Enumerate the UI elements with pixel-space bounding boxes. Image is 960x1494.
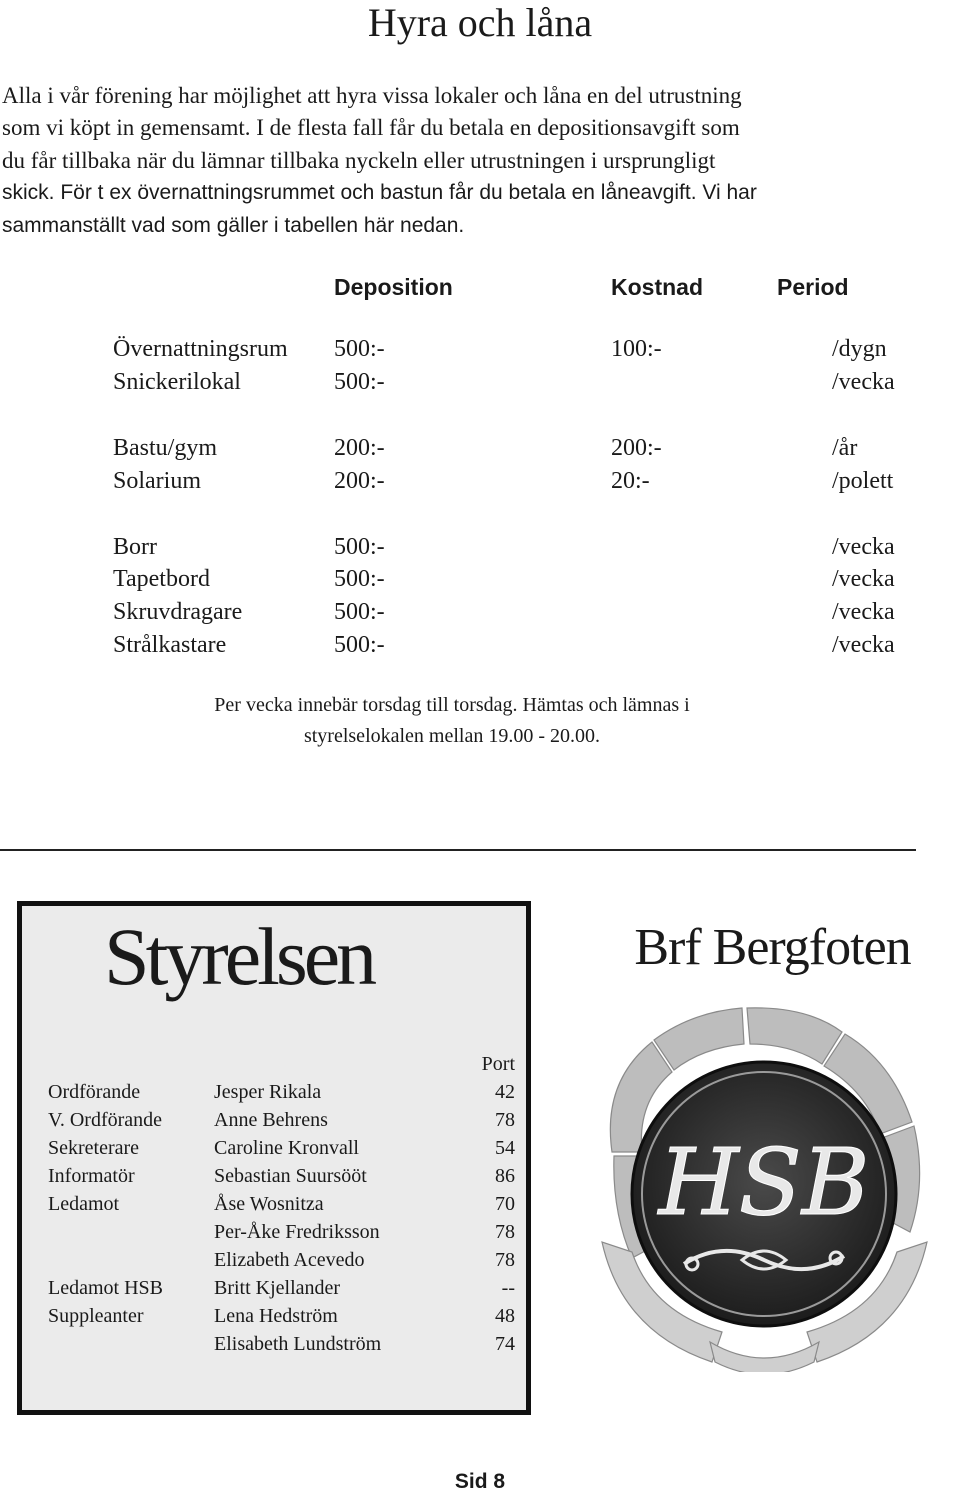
item-deposit: 500:-: [334, 632, 385, 658]
item-deposit: 200:-: [334, 468, 385, 494]
board-heading: Styrelsen: [104, 911, 374, 1002]
item-name: Borr: [113, 534, 157, 560]
member-name: Caroline Kronvall: [214, 1137, 359, 1159]
member-role: Sekreterare: [48, 1137, 140, 1159]
column-header-deposit: Deposition: [334, 274, 453, 300]
list-item: [0, 1274, 560, 1302]
item-deposit: 500:-: [334, 369, 385, 395]
list-item: [0, 1246, 560, 1274]
intro-paragraph: [2, 80, 902, 242]
table-row: [0, 333, 960, 366]
member-name: Anne Behrens: [214, 1109, 328, 1131]
table-row: [0, 531, 960, 564]
member-role: Ordförande: [48, 1081, 141, 1103]
item-period: /polett: [832, 468, 894, 494]
member-name: Elisabeth Lundström: [214, 1333, 382, 1355]
intro-line: som vi köpt in gemensamt. I de flesta fall får du betala en depositionsavgift som: [2, 115, 740, 141]
rental-note: [0, 690, 904, 752]
item-deposit: 500:-: [334, 534, 385, 560]
intro-line: sammanställt vad som gäller i tabellen här nedan.: [2, 213, 465, 237]
member-name: Lena Hedström: [214, 1305, 338, 1327]
member-port: 86: [495, 1165, 515, 1187]
item-period: /år: [832, 435, 858, 461]
page-title: Hyra och låna: [367, 0, 593, 45]
hsb-emblem-icon: [592, 1002, 937, 1372]
member-role: Informatör: [48, 1165, 135, 1187]
member-port: 78: [495, 1221, 515, 1243]
member-port: 70: [495, 1193, 515, 1215]
item-deposit: 500:-: [334, 336, 385, 362]
item-name: Skruvdragare: [113, 599, 243, 625]
item-period: /vecka: [832, 566, 895, 592]
list-item: [0, 1162, 560, 1190]
column-header-cost: Kostnad: [611, 274, 703, 300]
item-name: Övernattningsrum: [113, 336, 288, 362]
member-port: 74: [495, 1333, 515, 1355]
intro-line: du får tillbaka när du lämnar tillbaka nyckeln eller utrustningen i ursprungligt: [2, 147, 716, 173]
member-name: Sebastian Suursööt: [214, 1165, 367, 1187]
item-cost: 200:-: [611, 435, 662, 461]
list-item: [0, 1330, 560, 1358]
member-name: Per-Åke Fredriksson: [214, 1221, 380, 1243]
item-period: /vecka: [832, 534, 895, 560]
item-cost: 20:-: [611, 468, 650, 494]
member-name: Britt Kjellander: [214, 1277, 341, 1299]
member-role: Suppleanter: [48, 1305, 144, 1327]
member-name: Åse Wosnitza: [214, 1193, 324, 1215]
list-item: [0, 1134, 560, 1162]
item-name: Strålkastare: [113, 632, 227, 658]
table-row: [0, 563, 960, 596]
intro-line: skick. För t ex övernattningsrummet och bastun får du betala en låneavgift. Vi har: [2, 181, 757, 205]
item-period: /vecka: [832, 599, 895, 625]
page-number: Sid 8: [454, 1470, 506, 1493]
note-line: Per vecka innebär torsdag till torsdag. Hämtas och lämnas i: [214, 694, 690, 716]
member-port: --: [501, 1277, 515, 1299]
member-role: Ledamot HSB: [48, 1277, 163, 1299]
item-period: /dygn: [832, 336, 887, 362]
table-row: [0, 629, 960, 662]
member-port: 78: [495, 1109, 515, 1131]
member-port: 48: [495, 1305, 515, 1327]
port-column-header: Port: [481, 1053, 515, 1075]
intro-line: Alla i vår förening har möjlighet att hyra vissa lokaler och låna en del utrustning: [2, 83, 742, 108]
member-name: Elizabeth Acevedo: [214, 1249, 365, 1271]
list-item: [0, 1302, 560, 1330]
member-port: 54: [495, 1137, 515, 1159]
item-deposit: 500:-: [334, 599, 385, 625]
table-row: [0, 432, 960, 465]
item-cost: 100:-: [611, 336, 662, 362]
association-name: Brf Bergfoten: [634, 919, 911, 976]
hsb-monogram: HSB: [658, 1129, 870, 1236]
item-period: /vecka: [832, 369, 895, 395]
column-header-period: Period: [777, 274, 849, 300]
section-divider: [0, 849, 916, 851]
list-item: [0, 1218, 560, 1246]
note-line: styrelselokalen mellan 19.00 - 20.00.: [303, 725, 601, 747]
table-row: [0, 465, 960, 498]
item-name: Bastu/gym: [113, 435, 218, 461]
list-item: [0, 1190, 560, 1218]
member-role: V. Ordförande: [48, 1109, 163, 1131]
item-name: Snickerilokal: [113, 369, 241, 395]
table-row: [0, 596, 960, 629]
table-row: [0, 366, 960, 399]
member-name: Jesper Rikala: [214, 1081, 322, 1103]
item-deposit: 200:-: [334, 435, 385, 461]
member-role: Ledamot: [48, 1193, 120, 1215]
list-item: [0, 1078, 560, 1106]
item-period: /vecka: [832, 632, 895, 658]
list-item: [0, 1106, 560, 1134]
item-name: Tapetbord: [113, 566, 210, 592]
item-deposit: 500:-: [334, 566, 385, 592]
item-name: Solarium: [113, 468, 201, 494]
member-port: 42: [495, 1081, 515, 1103]
member-port: 78: [495, 1249, 515, 1271]
